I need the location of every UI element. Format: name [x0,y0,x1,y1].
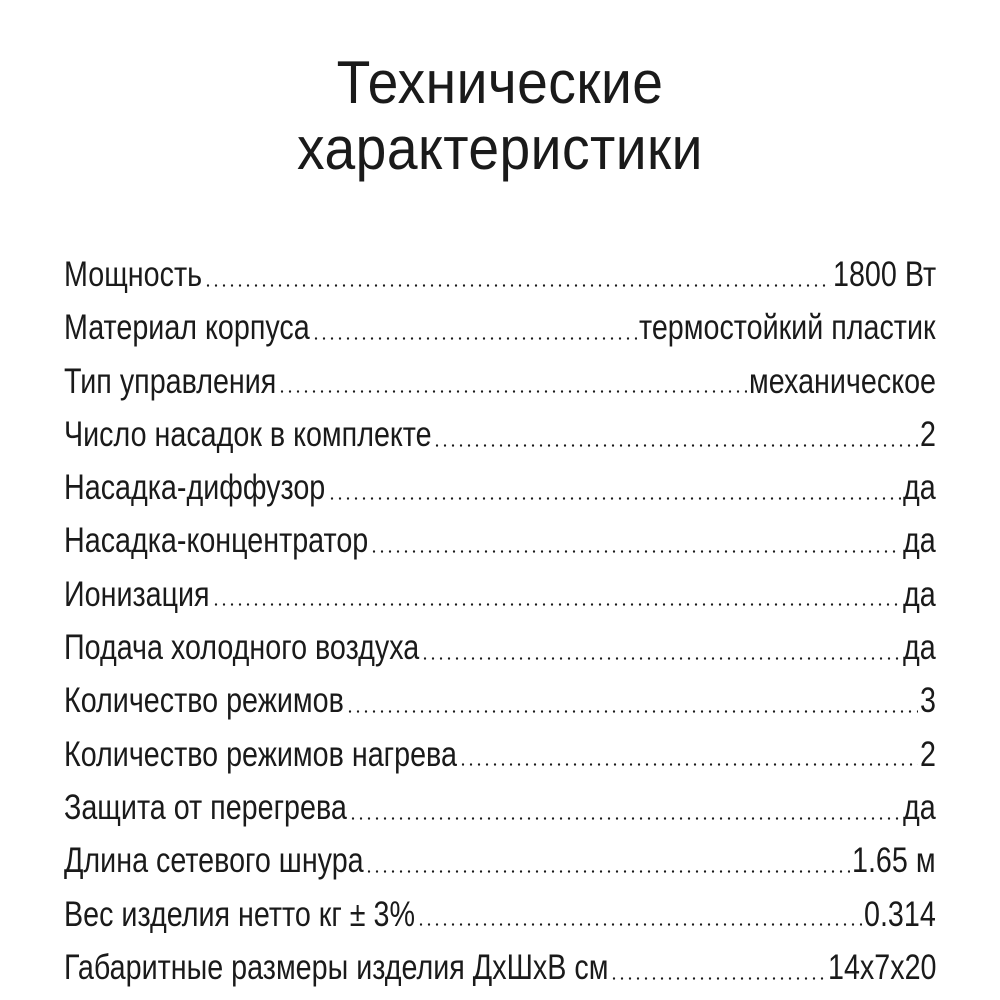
spec-value: да [903,521,936,561]
dot-leader [204,261,831,289]
spec-label: Насадка-концентратор [64,521,369,561]
spec-value: термостойкий пластик [639,308,936,348]
spec-row-heat-modes-count [64,728,936,781]
page-title-line-1: Технические [336,49,664,116]
page-title [40,50,960,182]
spec-value: 1.65 м [852,841,936,881]
spec-label: Количество режимов [64,681,344,721]
spec-value: 14х7х20 [827,947,937,987]
spec-row-control-type [64,355,936,408]
dot-leader [212,580,901,608]
spec-row-overheat-protection [64,781,936,834]
spec-label: Мощность [64,255,203,294]
spec-row-net-weight [64,888,936,941]
spec-value: 1800 Вт [832,255,936,294]
spec-row-concentrator [64,514,936,567]
spec-value: да [903,468,936,508]
spec-row-cord-length [64,834,936,887]
spec-label: Тип управления [64,361,277,401]
spec-label: Насадка-диффузор [64,468,326,508]
spec-row-dimensions [64,941,936,994]
spec-row-ionization [64,568,936,621]
spec-value: да [903,628,936,668]
spec-value: 2 [920,734,937,774]
spec-label: Ионизация [64,574,210,614]
spec-value: да [903,787,936,827]
spec-value: механическое [749,361,937,401]
dot-leader [610,954,825,982]
spec-label: Габаритные размеры изделия ДхШхВ см [64,947,609,987]
dot-leader [312,314,637,342]
dot-leader [459,740,919,768]
spec-value: 2 [920,414,937,454]
spec-label: Вес изделия нетто кг ± 3% [64,894,416,934]
dot-leader [365,847,850,875]
dot-leader [421,634,901,662]
spec-label: Длина сетевого шнура [64,841,364,881]
dot-leader [328,474,902,502]
spec-label: Защита от перегрева [64,787,347,827]
dot-leader [349,794,901,822]
dot-leader [278,367,747,395]
spec-list [64,248,936,994]
spec-label: Материал корпуса [64,308,310,348]
spec-row-cold-air [64,621,936,674]
dot-leader [417,900,862,928]
dot-leader [370,527,901,555]
spec-label: Количество режимов нагрева [64,734,457,774]
spec-value: 0.314 [863,894,936,934]
spec-label: Число насадок в комплекте [64,414,432,454]
spec-label: Подача холодного воздуха [64,628,420,668]
page-title-line-2: характеристики [297,115,703,182]
spec-row-body-material [64,301,936,354]
spec-row-power [64,248,936,301]
dot-leader [346,687,919,715]
spec-value: да [903,574,936,614]
spec-row-attachments-count [64,408,936,461]
spec-row-modes-count [64,674,936,727]
dot-leader [433,421,918,449]
spec-value: 3 [920,681,937,721]
spec-row-diffuser [64,461,936,514]
